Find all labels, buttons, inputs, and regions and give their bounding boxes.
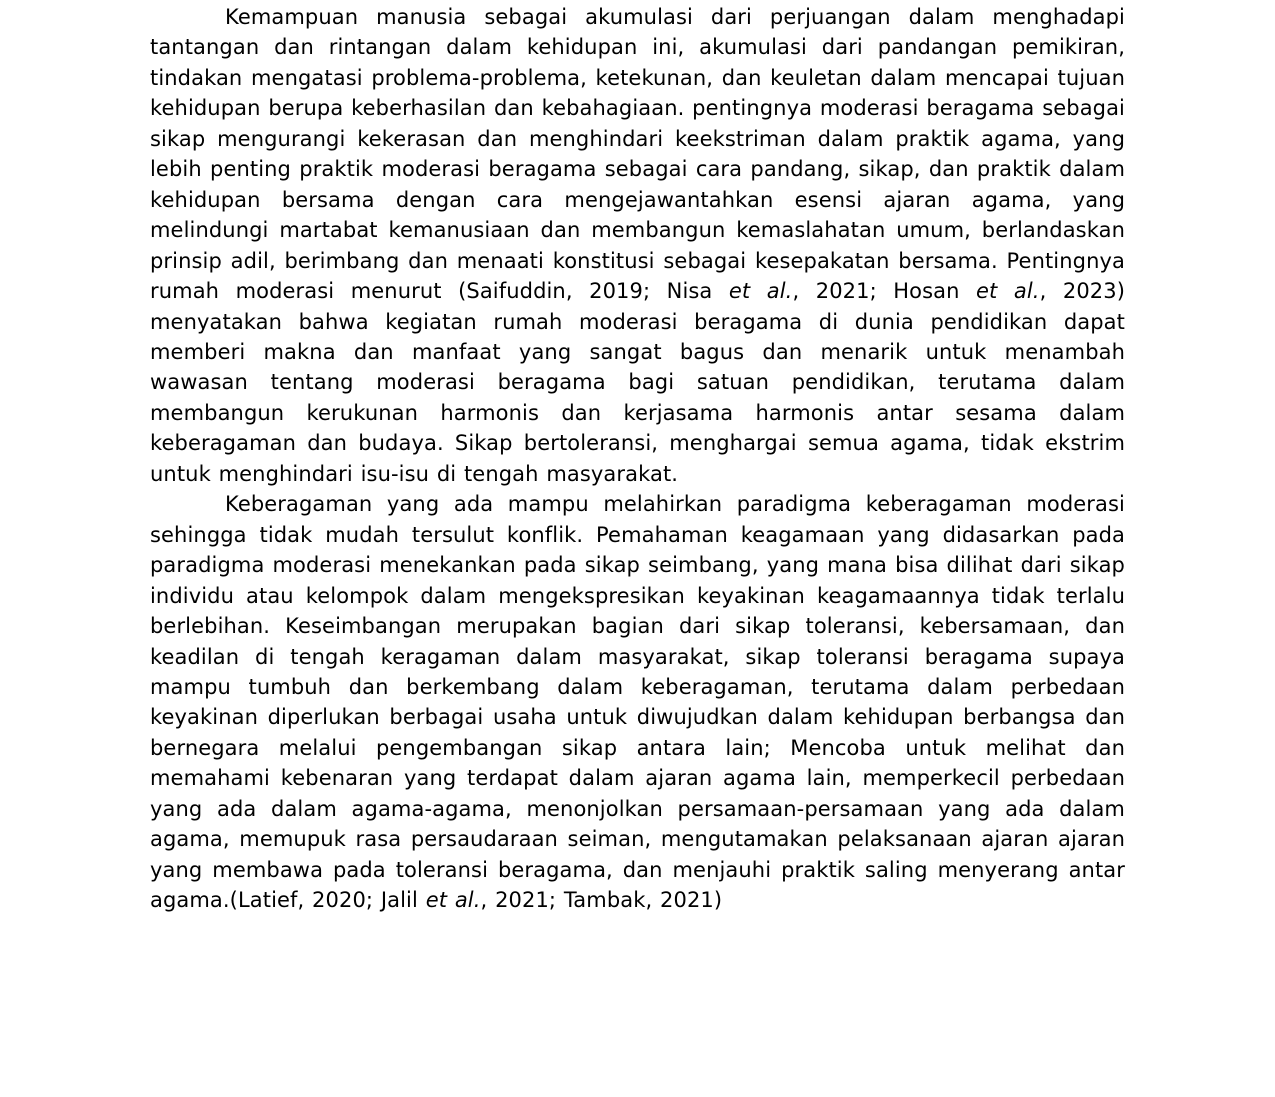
citation-et-al: et al. [425,888,481,913]
text-run: Kemampuan manusia sebagai akumulasi dari perjuangan dalam menghadapi tantangan dan rintangan dalam kehidupan ini, akumulasi dari pandangan pemikiran, tindakan mengatasi problema-problema, ketekunan, dan keuletan dalam mencapai tujuan kehidupan berupa keberhasilan dan kebahagiaan. pentingnya moderasi beragama sebagai sikap mengurangi kekerasan dan menghindari keekstriman dalam praktik agama, yang lebih penting praktik moderasi beragama sebagai cara pandang, sikap, dan praktik dalam kehidupan bersama dengan cara mengejawantahkan esensi ajaran agama, yang melindungi martabat kemanusiaan dan membangun kemaslahatan umum, berlandaskan prinsip adil, berimbang dan menaati konstitusi sebagai kesepakatan bersama. Pentingnya rumah moderasi menurut (Saifuddin, 2019; Nisa [150,5,1125,304]
text-run: Keberagaman yang ada mampu melahirkan paradigma keberagaman moderasi sehingga tidak mudah tersulut konflik. Pemahaman keagamaan yang didasarkan pada paradigma moderasi menekankan pada sikap seimbang, yang mana bisa dilihat dari sikap individu atau kelompok dalam mengekspresikan keyakinan keagamaannya tidak terlalu berlebihan. Keseimbangan merupakan bagian dari sikap toleransi, kebersamaan, dan keadilan di tengah keragaman dalam masyarakat, sikap toleransi beragama supaya mampu tumbuh dan berkembang dalam keberagaman, terutama dalam perbedaan keyakinan diperlukan berbagai usaha untuk diwujudkan dalam kehidupan berbangsa dan bernegara melalui pengembangan sikap antara lain; Mencoba untuk melihat dan memahami kebenaran yang terdapat dalam ajaran agama lain, memperkecil perbedaan yang ada dalam agama-agama, menonjolkan persamaan-persamaan yang ada dalam agama, memupuk rasa persaudaraan seiman, mengutamakan pelaksanaan ajaran ajaran yang membawa pada toleransi beragama, dan menjauhi praktik saling menyerang antar agama.(Latief, 2020; Jalil [150,492,1125,913]
text-run: , 2021; Hosan [792,279,977,304]
citation-et-al: et al. [976,279,1040,304]
paragraph-1 [150,2,1125,489]
text-run: , 2021; Tambak, 2021) [480,888,723,913]
text-run: , 2023) menyatakan bahwa kegiatan rumah moderasi beragama di dunia pendidikan dapat memberi makna dan manfaat yang sangat bagus dan menarik untuk menambah wawasan tentang moderasi beragama bagi satuan pendidikan, terutama dalam membangun kerukunan harmonis dan kerjasama harmonis antar sesama dalam keberagaman dan budaya. Sikap bertoleransi, menghargai semua agama, tidak ekstrim untuk menghindari isu-isu di tengah masyarakat. [150,279,1125,486]
paragraph-2 [150,489,1125,915]
citation-et-al: et al. [728,279,793,304]
